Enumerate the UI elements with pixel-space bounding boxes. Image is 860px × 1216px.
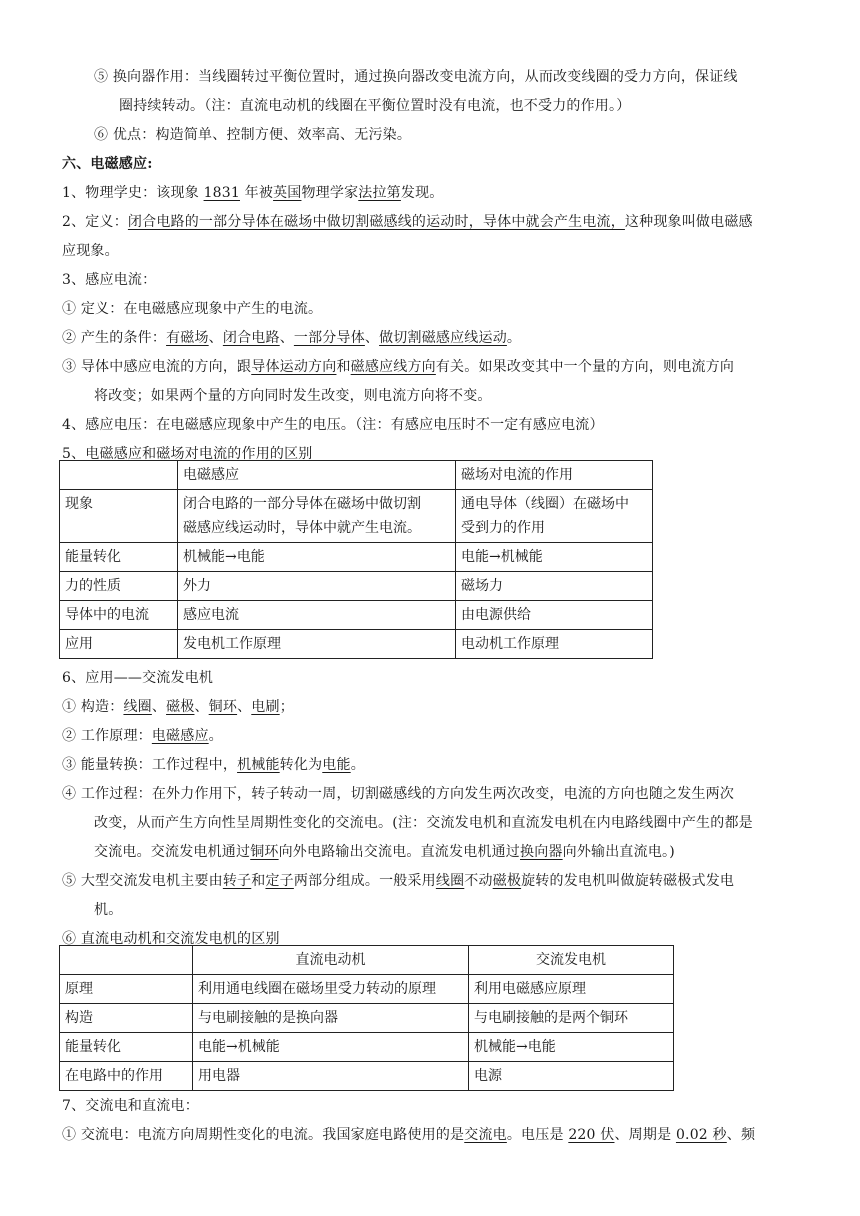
text-span: 。 xyxy=(506,330,522,346)
condition-fill: 有磁场 xyxy=(166,330,209,346)
component-fill: 线圈 xyxy=(435,873,465,889)
text-span: 、周期是 xyxy=(614,1127,676,1143)
part-fill: 铜环 xyxy=(208,699,238,715)
table-header-cell: 直流电动机 xyxy=(193,946,469,975)
row-label: 构造 xyxy=(60,1004,193,1033)
condition-fill: 一部分导体 xyxy=(293,330,365,346)
text-span: ① 交流电：电流方向周期性变化的电流。我国家庭电路使用的是 xyxy=(62,1127,465,1143)
table-cell: 电动机工作原理 xyxy=(456,630,653,659)
table-header-cell xyxy=(60,946,193,975)
row-label: 现象 xyxy=(60,490,178,543)
definition-line-cont: 应现象。 xyxy=(62,243,119,259)
table-cell: 利用电磁感应原理 xyxy=(469,975,674,1004)
generator-energy-conversion xyxy=(62,755,365,775)
principle-fill: 电磁感应 xyxy=(151,728,209,744)
table-cell xyxy=(456,490,653,543)
cell-line: 闭合电路的一部分导体在磁场中做切割 xyxy=(183,496,421,512)
cell-line: 通电导体（线圈）在磁场中 xyxy=(461,496,629,512)
text-span: 、频 xyxy=(726,1127,756,1143)
table-cell: 外力 xyxy=(178,572,456,601)
direction-fill: 磁感应线方向 xyxy=(350,359,436,375)
text-span: 和 xyxy=(336,359,351,375)
year-fill: 1831 xyxy=(203,185,240,201)
induced-current-conditions xyxy=(62,328,521,348)
table-cell: 电能→机械能 xyxy=(456,543,653,572)
row-label: 应用 xyxy=(60,630,178,659)
condition-fill: 做切割磁感应线运动 xyxy=(379,330,507,346)
induction-vs-force-table xyxy=(59,460,653,659)
table-row xyxy=(60,490,653,543)
row-label: 在电路中的作用 xyxy=(60,1062,193,1091)
period-fill: 0.02 秒 xyxy=(675,1127,727,1143)
table-header-row xyxy=(60,946,674,975)
text-span: ③ 能量转换：工作过程中， xyxy=(62,757,238,773)
table-cell: 与电刷接触的是换向器 xyxy=(193,1004,469,1033)
energy-fill: 电能 xyxy=(322,757,351,773)
row-label: 导体中的电流 xyxy=(60,601,178,630)
motor-advantages: ⑥ 优点：构造简单、控制方便、效率高、无污染。 xyxy=(94,127,412,143)
generator-structure xyxy=(62,697,294,717)
table-row xyxy=(60,1033,674,1062)
table-cell: 利用通电线圈在磁场里受力转动的原理 xyxy=(193,975,469,1004)
induced-voltage: 4、感应电压：在电磁感应现象中产生的电压。（注：有感应电压时不一定有感应电流） xyxy=(62,417,604,433)
voltage-fill: 220 伏 xyxy=(568,1127,615,1143)
table-row xyxy=(60,1062,674,1091)
history-line xyxy=(62,183,444,203)
generator-process: ④ 工作过程：在外力作用下，转子转动一周，切割磁感线的方向发生两次改变，电流的方向也随之发生两次 xyxy=(62,786,735,802)
text-span: 有关。如果改变其中一个量的方向，则电流方向 xyxy=(435,359,735,375)
text-span: 。 xyxy=(208,728,223,744)
component-fill: 定子 xyxy=(265,873,294,889)
table-row xyxy=(60,1004,674,1033)
table-header-cell: 磁场对电流的作用 xyxy=(456,461,653,490)
part-fill: 线圈 xyxy=(123,699,152,715)
text-span: 、 xyxy=(208,330,223,346)
scientist-fill: 法拉第 xyxy=(358,185,401,201)
text-span: ① 构造： xyxy=(62,699,124,715)
text-span: 不动 xyxy=(464,873,493,889)
text-span: ⑤ 大型交流发电机主要由 xyxy=(62,873,223,889)
table-cell: 电源 xyxy=(469,1062,674,1091)
table-cell: 机械能→电能 xyxy=(178,543,456,572)
component-fill: 转子 xyxy=(222,873,252,889)
text-span: 物理学家 xyxy=(301,185,359,201)
row-label: 力的性质 xyxy=(60,572,178,601)
text-span: 向外电路输出交流电。直流发电机通过 xyxy=(278,844,521,860)
text-span: 、 xyxy=(237,699,252,715)
table-cell xyxy=(178,490,456,543)
ac-fill: 交流电 xyxy=(464,1127,507,1143)
generator-principle xyxy=(62,726,223,746)
table-cell: 发电机工作原理 xyxy=(178,630,456,659)
text-span: 。电压是 xyxy=(506,1127,569,1143)
text-span: 2、定义： xyxy=(62,214,128,230)
output-fill: 换向器 xyxy=(520,844,563,860)
comparison-heading-1: 5、电磁感应和磁场对电流的作用的区别 xyxy=(62,446,313,462)
comparison-heading-2: ⑥ 直流电动机和交流发电机的区别 xyxy=(62,931,280,947)
table-cell: 感应电流 xyxy=(178,601,456,630)
text-span: 这种现象叫做电磁感 xyxy=(624,214,753,230)
cell-line: 磁感应线运动时，导体中就产生电流。 xyxy=(183,520,421,536)
condition-fill: 闭合电路 xyxy=(222,330,280,346)
text-span: 交流电。交流发电机通过 xyxy=(94,844,251,860)
ac-dc-heading: 7、交流电和直流电： xyxy=(62,1098,199,1114)
induced-current-heading: 3、感应电流： xyxy=(62,272,157,288)
row-label: 能量转化 xyxy=(60,543,178,572)
table-header-cell: 交流发电机 xyxy=(469,946,674,975)
table-header-row xyxy=(60,461,653,490)
text-span: ； xyxy=(279,699,294,715)
text-span: 和 xyxy=(251,873,266,889)
table-header-cell: 电磁感应 xyxy=(178,461,456,490)
part-fill: 磁极 xyxy=(166,699,195,715)
large-generator xyxy=(62,871,734,891)
large-generator-cont: 机。 xyxy=(94,902,123,918)
row-label: 能量转化 xyxy=(60,1033,193,1062)
table-cell: 电能→机械能 xyxy=(193,1033,469,1062)
text-span: 。 xyxy=(350,757,365,773)
component-fill: 磁极 xyxy=(492,873,522,889)
table-row xyxy=(60,601,653,630)
text-span: ③ 导体中感应电流的方向，跟 xyxy=(62,359,252,375)
definition-line xyxy=(62,212,753,232)
output-fill: 铜环 xyxy=(250,844,279,860)
energy-fill: 机械能 xyxy=(237,757,280,773)
induced-current-direction xyxy=(62,357,734,377)
table-row xyxy=(60,543,653,572)
generator-process-note xyxy=(94,842,675,862)
definition-fill: 闭合电路的一部分导体在磁场中做切割磁感线的运动时，导体中就会产生电流， xyxy=(127,214,625,230)
text-span: 、 xyxy=(279,330,294,346)
table-cell: 与电刷接触的是两个铜环 xyxy=(469,1004,674,1033)
text-span: 年被 xyxy=(240,185,274,201)
motor-commutator-note: 圈持续转动。（注：直流电动机的线圈在平衡位置时没有电流，也不受力的作用。） xyxy=(119,98,631,114)
country-fill: 英国 xyxy=(273,185,302,201)
table-row xyxy=(60,975,674,1004)
part-fill: 电刷 xyxy=(251,699,280,715)
table-cell: 用电器 xyxy=(193,1062,469,1091)
induced-current-definition: ① 定义：在电磁感应现象中产生的电流。 xyxy=(62,301,323,317)
text-span: 、 xyxy=(151,699,167,715)
motor-vs-generator-table xyxy=(59,945,674,1091)
text-span: 旋转的发电机叫做旋转磁极式发电 xyxy=(521,873,735,889)
table-cell: 磁场力 xyxy=(456,572,653,601)
table-row xyxy=(60,630,653,659)
direction-fill: 导体运动方向 xyxy=(251,359,337,375)
text-span: 发现。 xyxy=(400,185,444,201)
table-header-cell xyxy=(60,461,178,490)
text-span: 、 xyxy=(364,330,380,346)
motor-commutator-line: ⑤ 换向器作用：当线圈转过平衡位置时，通过换向器改变电流方向，从而改变线圈的受力方向，保证线 xyxy=(94,69,738,85)
row-label: 原理 xyxy=(60,975,193,1004)
generator-process-cont: 改变，从而产生方向性呈周期性变化的交流电。(注：交流发电机和直流发电机在内电路线圈中产生的都是 xyxy=(94,815,753,831)
text-span: 向外输出直流电。) xyxy=(562,844,675,860)
table-cell: 由电源供给 xyxy=(456,601,653,630)
text-span: ② 工作原理： xyxy=(62,728,152,744)
application-heading: 6、应用——交流发电机 xyxy=(62,670,214,686)
section-heading-electromagnetic-induction: 六、电磁感应: xyxy=(62,156,153,172)
text-span: 1、物理学史：该现象 xyxy=(62,185,204,201)
text-span: 转化为 xyxy=(279,757,323,773)
text-span: 、 xyxy=(194,699,209,715)
table-cell: 机械能→电能 xyxy=(469,1033,674,1062)
ac-definition xyxy=(62,1125,755,1145)
text-span: ② 产生的条件： xyxy=(62,330,167,346)
induced-current-direction-cont: 将改变；如果两个量的方向同时发生改变，则电流方向将不变。 xyxy=(94,388,492,404)
cell-line: 受到力的作用 xyxy=(461,520,545,536)
table-row xyxy=(60,572,653,601)
text-span: 两部分组成。一般采用 xyxy=(293,873,436,889)
